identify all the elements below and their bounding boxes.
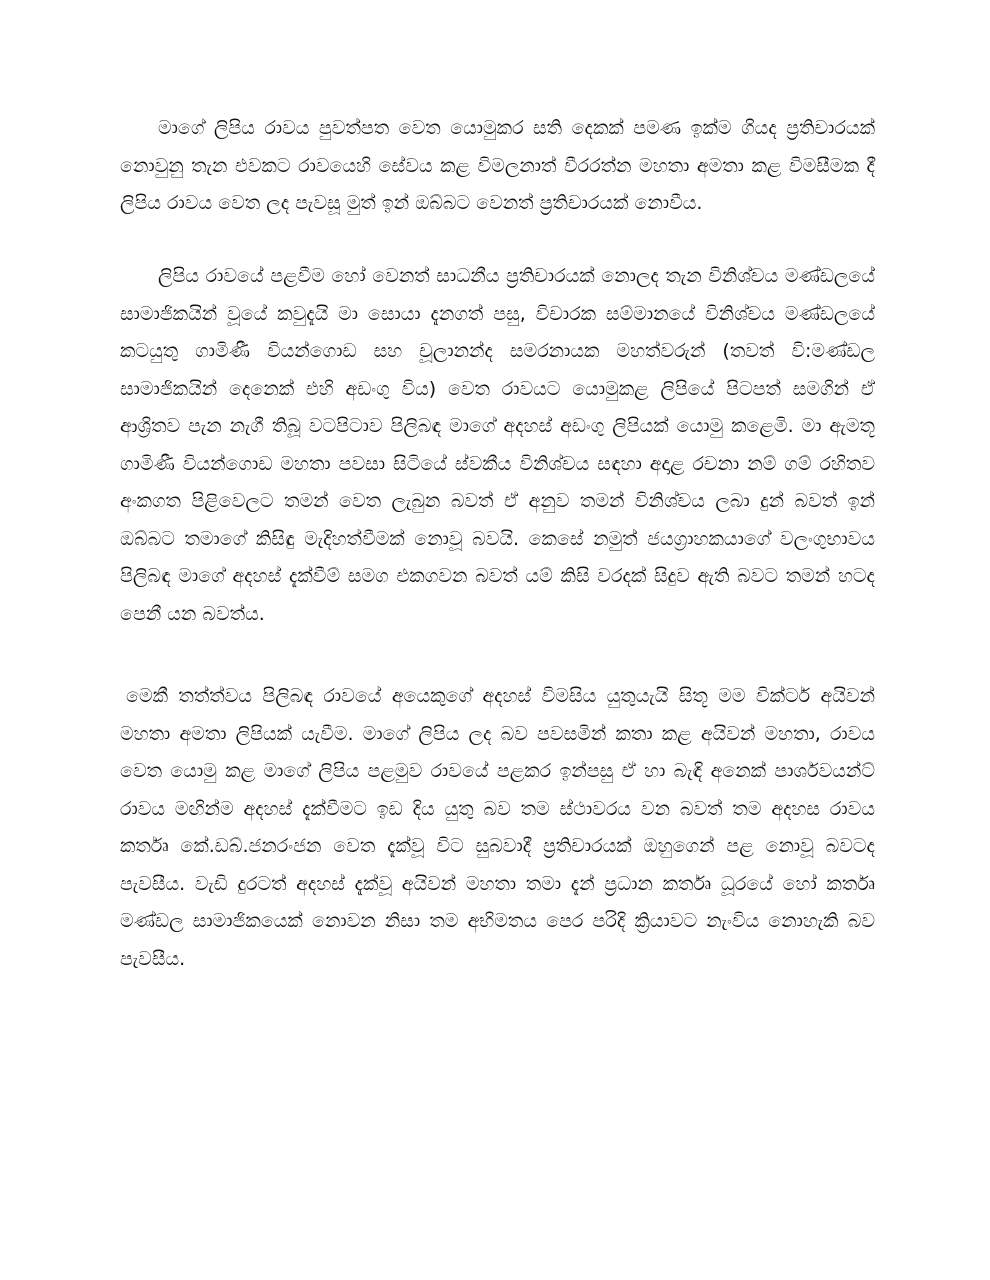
- paragraph-2: ලිපිය රාවයේ පළවීම හෝ වෙනත් සාධනීය ප්‍රතිචාරයක් නොලද තැන විනිශ්චය මණ්ඩලයේ සාමාජිකයින් වූයේ කවුදැයි මා සොයා දැනගත් පසු, විචාරක සම්මානයේ විනිශ්චය මණ්ඩලයේ කටයුතු ගාමිණී වියන්ගොඩ සහ චූලානන්ද සමරනායක මහත්වරුන් (තවත් වි:මණ්ඩල සාමාජිකයින් දෙනෙක් එහි අඩංගු විය) වෙත රාවයට යොමුකළ ලිපියේ පිටපත් සමගින් ඒ ආශ්‍රිතව පැන නැගී තිබූ වටපිටාව පිලිබඳ මාගේ අදහස් අඩංගු ලිපියක් යොමු කළෙමි. මා ඇමතූ ගාමිණී වියන්ගොඩ මහතා පවසා සිටියේ ස්වකීය විනිශ්චය සඳහා අදාළ රචනා නම් ගම් රහිතව අංකගත පිළිවෙලට තමන් වෙත ලැබුන බවත් ඒ අනුව තමන් විනිශ්චය ලබා දුන් බවත් ඉන් ඔබ්බට තමාගේ කිසිඳු මැදිහත්වීමක් නොවූ බවයි. කෙසේ නමුත් ජයග්‍රාහකයාගේ වලංගුභාවය පිලිබඳ මාගේ අදහස් දැක්වීම් සමග එකගවන බවත් යම් කිසි වරදක් සිදුව ඇති බවට තමන් හටද පෙනී යන බවත්ය.: [120, 265, 875, 625]
- paragraph-1: මාගේ ලිපිය රාවය පුවත්පත වෙත යොමුකර සති දෙකක් පමණ ඉක්ම ගියද ප්‍රතිචාරයක් නොවුනු තැන එවකට රාවයෙහි සේවය කළ විමලනාත් වීරරත්න මහතා අමතා කළ විමසීමක දී ලිපිය රාවය වෙත ලද පැවසූ මුත් ඉන් ඔබ්බට වෙනත් ප්‍රතිචාරයක් නොවීය.: [120, 117, 875, 214]
- paragraph-3: මෙකී තත්ත්වය පිලිබඳ රාවයේ අයෙකුගේ අදහස් විමසිය යුතුයැයි සිතූ මම වික්ටර් අයිවන් මහතා අමතා ලිපියක් යැවීම. මාගේ ලිපිය ලද බව පවසමින් කතා කළ අයිවන් මහතා, රාවය වෙත යොමු කළ මාගේ ලිපිය පළමුව රාවයේ පළකර ඉන්පසු ඒ හා බැඳි අනෙක් පාර්ශවයන්ට් රාවය මඟින්ම අදහස් දැක්වීමට ඉඩ දිය යුතු බව තම ස්ථාවරය වන බවත් තම අදහස රාවය කර්තෘ කේ.ඩබ්.ජනරංජන වෙත දැක්වූ විට සුබවාදී ප්‍රතිචාරයක් ඔහුගෙන් පළ නොවූ බවටද පැවසීය. වැඩි දුරටත් අදහස් දැක්වූ අයිවන් මහතා තමා දැන් ප්‍රධාන කර්තෘ ධූරයේ හෝ කර්තෘ මණ්ඩල සාමාජිකයෙක් නොවන නිසා තම අභිමතය පෙර පරිදි ක්‍රියාවට නැංවිය නොහැකි බව පැවසීය.: [120, 685, 875, 970]
